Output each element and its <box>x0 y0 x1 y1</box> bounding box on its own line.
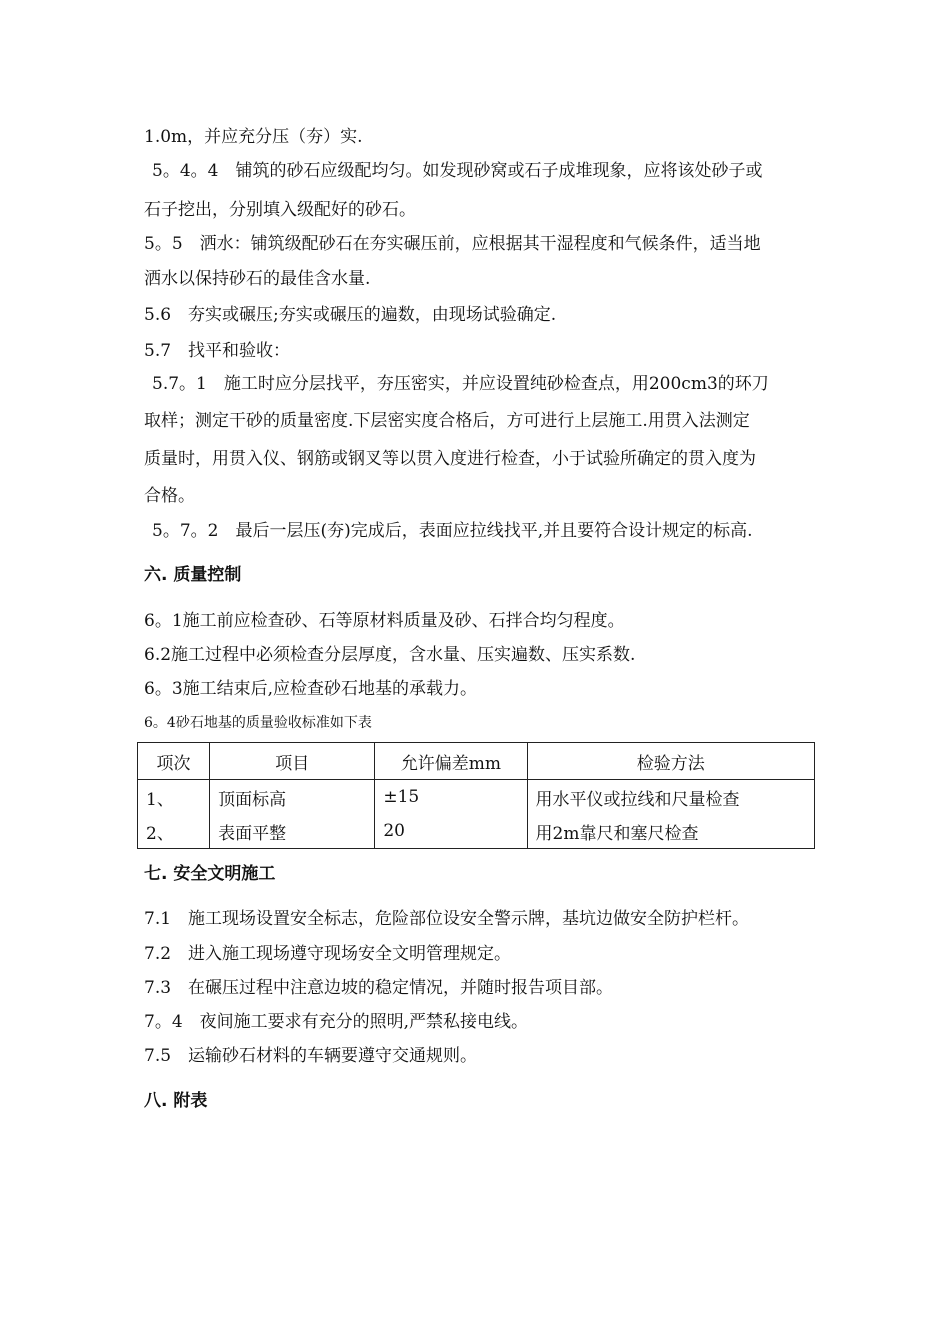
table-row <box>138 814 815 849</box>
table-cell: 1、 <box>138 780 210 815</box>
table-header-cell: 检验方法 <box>527 743 814 780</box>
paragraph-line: 5。7。2 最后一层压(夯)完成后，表面应拉线找平,并且要符合设计规定的标高. <box>152 521 753 541</box>
paragraph-line: 5.7 找平和验收： <box>144 341 291 361</box>
table-header-cell: 允许偏差mm <box>375 743 527 780</box>
paragraph-line: 石子挖出，分别填入级配好的砂石。 <box>144 200 416 220</box>
table-cell: 顶面标高 <box>210 780 375 815</box>
table-header-cell: 项次 <box>138 743 210 780</box>
paragraph-line: 7.3 在碾压过程中注意边坡的稳定情况，并随时报告项目部。 <box>144 978 614 998</box>
section-heading-appendix: 八. 附表 <box>144 1091 208 1111</box>
paragraph-line: 取样；测定干砂的质量密度.下层密实度合格后，方可进行上层施工.用贯入法测定 <box>144 411 750 431</box>
table-header-cell: 项目 <box>210 743 375 780</box>
paragraph-line: 5.7。1 施工时应分层找平，夯压密实，并应设置纯砂检查点，用200cm3的环刀 <box>152 374 769 394</box>
table-cell: 用水平仪或拉线和尺量检查 <box>527 780 814 815</box>
quality-acceptance-table <box>137 742 815 849</box>
paragraph-line: 6.2施工过程中必须检查分层厚度，含水量、压实遍数、压实系数. <box>144 645 636 665</box>
paragraph-line: 6。3施工结束后,应检查砂石地基的承载力。 <box>144 679 478 699</box>
paragraph-line: 7.2 进入施工现场遵守现场安全文明管理规定。 <box>144 944 512 964</box>
table-cell: 2、 <box>138 814 210 849</box>
paragraph-line: 5。4。4 铺筑的砂石应级配均匀。如发现砂窝或石子成堆现象，应将该处砂子或 <box>152 161 763 181</box>
paragraph-line: 5。5 洒水：铺筑级配砂石在夯实碾压前，应根据其干湿程度和气候条件，适当地 <box>144 234 761 254</box>
paragraph-line: 质量时，用贯入仪、钢筋或钢叉等以贯入度进行检查，小于试验所确定的贯入度为 <box>144 449 756 469</box>
table-caption: 6。4砂石地基的质量验收标准如下表 <box>144 715 372 731</box>
table-header-row <box>138 743 815 780</box>
paragraph-line: 1.0m，并应充分压（夯）实. <box>144 127 363 147</box>
table-cell: ±15 <box>375 780 527 815</box>
paragraph-line: 合格。 <box>144 486 195 506</box>
table-cell: 用2m靠尺和塞尺检查 <box>527 814 814 849</box>
section-heading-safety: 七. 安全文明施工 <box>144 864 276 884</box>
paragraph-line: 洒水以保持砂石的最佳含水量. <box>144 269 371 289</box>
table-cell: 20 <box>375 814 527 849</box>
paragraph-line: 7。4 夜间施工要求有充分的照明,严禁私接电线。 <box>144 1012 529 1032</box>
paragraph-line: 5.6 夯实或碾压;夯实或碾压的遍数，由现场试验确定. <box>144 305 557 325</box>
paragraph-line: 7.1 施工现场设置安全标志，危险部位设安全警示牌，基坑边做安全防护栏杆。 <box>144 909 750 929</box>
table-row <box>138 780 815 815</box>
table-cell: 表面平整 <box>210 814 375 849</box>
section-heading-quality-control: 六. 质量控制 <box>144 565 242 585</box>
paragraph-line: 7.5 运输砂石材料的车辆要遵守交通规则。 <box>144 1046 478 1066</box>
paragraph-line: 6。1施工前应检查砂、石等原材料质量及砂、石拌合均匀程度。 <box>144 611 625 631</box>
